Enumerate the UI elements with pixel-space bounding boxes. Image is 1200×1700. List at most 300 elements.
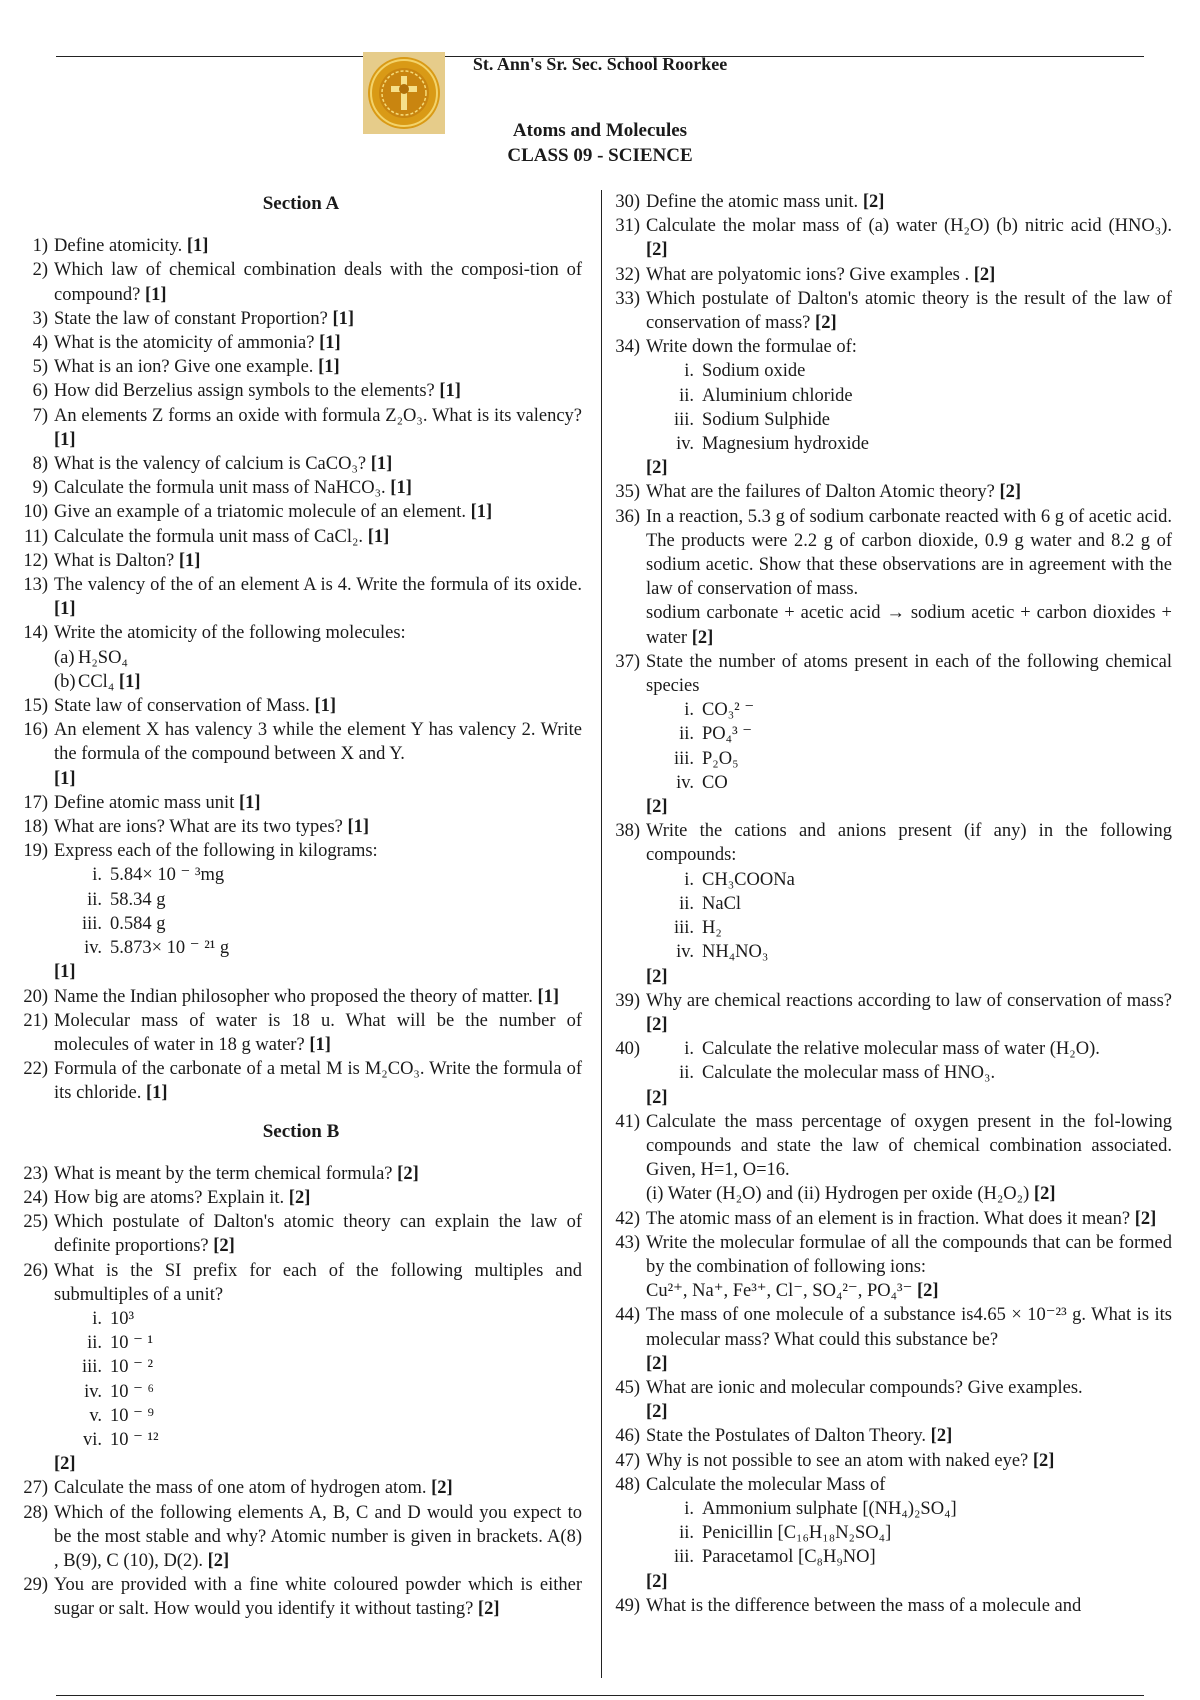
question (20, 1476, 582, 1500)
marks: [2] (1033, 1184, 1056, 1205)
right-column (610, 190, 1172, 1618)
question-item (20, 791, 582, 815)
question (610, 1449, 1172, 1473)
sub-item-text: Sodium oxide (702, 361, 806, 382)
question-body (646, 1376, 1172, 1424)
question-number: 10) (23, 502, 48, 523)
question (610, 1424, 1172, 1448)
question-body (646, 1231, 1172, 1279)
question (610, 287, 1172, 335)
question-item (20, 985, 582, 1009)
question-body (54, 1162, 582, 1186)
question-body (54, 355, 582, 379)
question-text: Calculate the mass of one atom of hydrogen atom. (54, 1478, 427, 1499)
question (20, 452, 582, 476)
question-number: 6) (32, 381, 48, 402)
sub-item (646, 408, 1172, 432)
question-body (646, 263, 1172, 287)
question-text: State law of conservation of Mass. (54, 696, 310, 717)
question (20, 307, 582, 331)
question (20, 404, 582, 452)
sub-item-text: P₂O₅ (702, 748, 739, 769)
question-item (610, 1424, 1172, 1448)
sub-item-number: iv. (84, 938, 102, 959)
sub-item-text: Ammonium sulphate [(NH₄)₂SO₄] (702, 1498, 957, 1519)
question-text: Why is not possible to see an atom with naked eye? (646, 1450, 1029, 1471)
question (20, 1501, 582, 1574)
sub-item-number: iii. (673, 1547, 694, 1568)
question-item (20, 1573, 582, 1621)
question (20, 839, 582, 863)
sub-item-text: CO₃² ⁻ (702, 700, 755, 721)
question-item (610, 1207, 1172, 1231)
question-number: 27) (23, 1478, 48, 1499)
question-body (54, 985, 582, 1009)
sub-item (646, 359, 1172, 383)
question (20, 1162, 582, 1186)
sub-item-number: ii. (679, 1063, 694, 1084)
question-number: 36) (615, 506, 640, 527)
sub-item-body (702, 359, 1172, 383)
question-number: 5) (32, 357, 48, 378)
marks: [1] (54, 599, 76, 620)
question-text: The mass of one molecule of a substance is4.65 × 10⁻²³ g. What is its molecular mass? What could this substance be? (646, 1305, 1172, 1350)
question (610, 1594, 1172, 1618)
question-item (610, 1037, 1172, 1110)
question-number: 48) (615, 1474, 640, 1495)
question-body (54, 1573, 582, 1621)
question-body (646, 287, 1172, 335)
question-number: 29) (23, 1575, 48, 1596)
sub-item (646, 698, 1172, 722)
marks: [1] (332, 308, 355, 329)
sub-items (646, 868, 1172, 965)
question-body (646, 505, 1172, 602)
question-text: What is Dalton? (54, 550, 175, 571)
sub-item (646, 432, 1172, 456)
question (610, 1231, 1172, 1279)
sub-item-text: Paracetamol [C₈H₉NO] (702, 1547, 876, 1568)
question-number: 38) (615, 821, 640, 842)
marks: [2] (646, 1571, 668, 1592)
marks: [2] (288, 1187, 311, 1208)
bottom-rule (56, 1695, 1144, 1696)
question-number: 32) (615, 264, 640, 285)
marks: [2] (646, 1353, 668, 1374)
question-body (54, 500, 582, 524)
question-number: 2) (32, 260, 48, 281)
marks: [2] (917, 1281, 939, 1302)
question-body (646, 1207, 1172, 1231)
sub-item-number: ii. (679, 893, 694, 914)
question-item (20, 694, 582, 718)
question (20, 1210, 582, 1258)
marks: [1] (54, 429, 76, 450)
question-item (610, 287, 1172, 335)
question-item (20, 1186, 582, 1210)
equation-text: sodium carbonate + acetic acid → sodium acetic + carbon dioxides + water (646, 603, 1172, 648)
question-number: 15) (23, 696, 48, 717)
question (20, 234, 582, 258)
question (610, 1207, 1172, 1231)
question-body (646, 335, 1172, 359)
question-text: The atomic mass of an element is in fraction. What does it mean? (646, 1208, 1131, 1229)
question (610, 1473, 1172, 1497)
sub-item (54, 1428, 582, 1452)
marks: [1] (54, 962, 76, 983)
sub-item-number: iv. (676, 434, 694, 455)
question-body (646, 1473, 1172, 1497)
question-body (54, 718, 582, 791)
sub-item-text: 58.34 g (110, 889, 166, 910)
question (20, 1057, 582, 1105)
sub-item (646, 1061, 1172, 1085)
question-text: What are ionic and molecular compounds? Give examples. (646, 1377, 1083, 1398)
marks: [1] (470, 502, 493, 523)
marks: [2] (999, 482, 1022, 503)
question-text: Define atomicity. (54, 236, 183, 257)
question (610, 819, 1172, 867)
question-body (54, 815, 582, 839)
question-item (610, 335, 1172, 480)
question-item (610, 1303, 1172, 1376)
question-item (20, 1162, 582, 1186)
sub-item-text: 5.84× 10 ⁻ ³mg (110, 865, 225, 886)
sub-item (54, 936, 582, 960)
question-body (646, 1449, 1172, 1473)
question-body (646, 1303, 1172, 1376)
question (20, 621, 582, 645)
section-b-heading: Section B (262, 1120, 340, 1142)
question-text: In a reaction, 5.3 g of sodium carbonate reacted with 6 g of acetic acid. The products were 2.2 g of carbon dioxide, 0.9 g water and 8.2 g of sodium acetic. Show that these observations are in agreement with the law of conservation of mass. (646, 506, 1172, 600)
question (20, 1186, 582, 1210)
sub-item-text: CCl₄ (78, 671, 115, 692)
question-item (610, 819, 1172, 988)
marks: [1] (390, 478, 412, 499)
marks: [2] (646, 966, 668, 987)
sub-item-number: (a) (54, 647, 75, 668)
question-body (646, 1424, 1172, 1448)
sub-item-text: H₂SO₄ (78, 647, 128, 668)
sub-items (646, 359, 1172, 456)
question (20, 718, 582, 791)
sub-item-number: iii. (81, 913, 102, 934)
question-body (54, 549, 582, 573)
question-item (20, 621, 582, 694)
question-item (610, 1110, 1172, 1207)
question (610, 989, 1172, 1037)
marks: [2] (691, 627, 714, 648)
question-number: 7) (32, 405, 48, 426)
question-text: What is meant by the term chemical formula? (54, 1163, 393, 1184)
sub-item-body (110, 863, 582, 887)
question-text: Write the cations and anions present (if any) in the following compounds: (646, 821, 1172, 866)
sub-item-number: i. (684, 700, 694, 721)
question-item (610, 1449, 1172, 1473)
sub-item (54, 670, 582, 694)
question-body (646, 989, 1172, 1037)
sub-item-body (702, 892, 1172, 916)
question-number: 12) (23, 550, 48, 571)
question-item (20, 549, 582, 573)
question-text: The valency of the of an element A is 4. Write the formula of its oxide. (54, 575, 582, 596)
question (610, 190, 1172, 214)
question-body (54, 573, 582, 621)
question-number: 18) (23, 817, 48, 838)
question-text: Calculate the molar mass of (a) water (H₂O) (b) nitric acid (HNO₃). (646, 216, 1172, 237)
sub-item-text: H₂ (702, 918, 722, 939)
question-text: What is the SI prefix for each of the following multiples and submultiples of a unit? (54, 1260, 582, 1305)
question (20, 815, 582, 839)
sub-item-number: iv. (84, 1381, 102, 1402)
question-number: 20) (23, 986, 48, 1007)
question-body (54, 621, 582, 645)
question-number: 35) (615, 482, 640, 503)
sub-items (646, 1497, 1172, 1570)
question-body (54, 694, 582, 718)
sub-item-text: 5.873× 10 ⁻ ²¹ g (110, 938, 230, 959)
sub-item-body (78, 646, 582, 670)
question (610, 505, 1172, 602)
marks: [1] (439, 381, 461, 402)
sub-item (646, 1521, 1172, 1545)
sub-item (54, 1331, 582, 1355)
sub-item-body (702, 384, 1172, 408)
question-text: What is the atomicity of ammonia? (54, 333, 315, 354)
question-text: What are polyatomic ions? Give examples . (646, 264, 970, 285)
marks: [2] (973, 264, 996, 285)
question-item (610, 650, 1172, 819)
question-number: 46) (615, 1426, 640, 1447)
marks: [2] (815, 313, 837, 334)
question-text: State the number of atoms present in each of the following chemical species (646, 651, 1172, 697)
question-item (20, 1476, 582, 1500)
sub-item-text: 10 ⁻ ⁶ (110, 1381, 154, 1402)
question-text: An element X has valency 3 while the element Y has valency 2. Write the formula of the compound between X and Y. (54, 720, 582, 765)
question-equation (646, 1182, 1172, 1206)
sub-item (646, 1497, 1172, 1521)
sub-item-number: (b) (54, 671, 76, 692)
question-body (54, 1009, 582, 1057)
question-text: Formula of the carbonate of a metal M is M₂CO₃. Write the formula of its chloride. (54, 1059, 582, 1104)
question-number: 13) (23, 575, 48, 596)
question-body (646, 480, 1172, 504)
question-number: 1) (32, 236, 48, 257)
question-number: 24) (23, 1187, 48, 1208)
sub-item-body (702, 747, 1172, 771)
question-item (610, 480, 1172, 504)
question-item (610, 1473, 1172, 1594)
sub-item-number: i. (92, 1308, 102, 1329)
question-item (610, 1594, 1172, 1618)
sub-item-body (110, 1307, 582, 1331)
sub-item-body (110, 936, 582, 960)
marks: [2] (646, 240, 668, 261)
question-item (20, 1210, 582, 1258)
sub-item-text: NaCl (702, 893, 742, 914)
sub-item-body (702, 432, 1172, 456)
question (20, 1259, 582, 1307)
sub-item-number: i. (684, 1039, 694, 1060)
question-number: 9) (32, 478, 48, 499)
sub-item-body (702, 722, 1172, 746)
question-body (646, 819, 1172, 867)
marks: [1] (118, 671, 141, 692)
question-body (646, 214, 1172, 262)
question (20, 1009, 582, 1057)
sub-item-body (110, 912, 582, 936)
question-item (20, 1009, 582, 1057)
marks: [1] (318, 357, 340, 378)
sub-item-text: 10 ⁻ ¹ (110, 1333, 154, 1354)
sub-item-body (702, 940, 1172, 964)
sub-item (54, 646, 582, 670)
marks: [1] (347, 817, 370, 838)
sub-item-number: iv. (676, 942, 694, 963)
question-body (54, 1476, 582, 1500)
question-body (54, 1210, 582, 1258)
sub-item-body (702, 1497, 1172, 1521)
question (610, 263, 1172, 287)
sub-item-text: CO (702, 772, 728, 793)
question-text: What is the difference between the mass of a molecule and (646, 1595, 1082, 1616)
question-item (610, 989, 1172, 1037)
sub-item-text: Penicillin [C₁₆H₁₈N₂SO₄] (702, 1523, 892, 1544)
question-item (20, 718, 582, 791)
question-body (54, 1057, 582, 1105)
question-number: 11) (24, 526, 48, 547)
question-item (610, 190, 1172, 214)
question-equation (646, 1279, 1172, 1303)
sub-item (54, 912, 582, 936)
question (20, 258, 582, 306)
question-number: 45) (615, 1377, 640, 1398)
sub-item-body (110, 1380, 582, 1404)
question (20, 331, 582, 355)
sub-item (646, 771, 1172, 795)
sub-item-text: Calculate the relative molecular mass of water (H₂O). (702, 1039, 1100, 1060)
question (610, 1037, 1172, 1085)
question-number: 16) (23, 720, 48, 741)
question-number: 17) (23, 792, 48, 813)
question-number: 14) (23, 623, 48, 644)
question-item (20, 258, 582, 306)
sub-item (646, 1037, 1172, 1061)
question-body (54, 258, 582, 306)
sub-item-body (702, 698, 1172, 722)
worksheet-class: CLASS 09 - SCIENCE (507, 145, 693, 166)
question-number: 39) (615, 990, 640, 1011)
sub-item-number: iii. (81, 1357, 102, 1378)
question-body (54, 331, 582, 355)
question-number: 28) (23, 1502, 48, 1523)
question-text: What is the valency of calcium is CaCO₃? (54, 454, 367, 475)
sub-item-number: i. (684, 869, 694, 890)
question-number: 31) (615, 216, 640, 237)
sub-item-body (702, 868, 1172, 892)
sub-item (646, 722, 1172, 746)
question-text: Define the atomic mass unit. (646, 192, 859, 212)
question (20, 549, 582, 573)
sub-item (646, 1545, 1172, 1569)
marks: [2] (1032, 1450, 1055, 1471)
question-number: 42) (615, 1208, 640, 1229)
question-body (54, 1501, 582, 1574)
sub-items (646, 698, 1172, 795)
sub-item (646, 868, 1172, 892)
sub-item (54, 1380, 582, 1404)
question-number: 19) (23, 841, 48, 862)
question-text: Which postulate of Dalton's atomic theory is the result of the law of conservation of mass? (646, 288, 1172, 334)
sub-item-body (78, 670, 582, 694)
question-number: 4) (32, 333, 48, 354)
sub-item (54, 1404, 582, 1428)
marks: [1] (319, 333, 341, 354)
question (20, 791, 582, 815)
sub-item (54, 888, 582, 912)
sub-item-number: v. (89, 1405, 102, 1426)
question (20, 476, 582, 500)
sub-item-body (702, 1545, 1172, 1569)
sub-item-number: ii. (87, 889, 102, 910)
question (610, 480, 1172, 504)
question-text: Write the molecular formulae of all the compounds that can be formed by the combination of following ions: (646, 1232, 1172, 1277)
question-number: 3) (32, 308, 48, 329)
question-number: 49) (615, 1595, 640, 1616)
marks: [2] (1134, 1208, 1157, 1229)
question-number: 40) (615, 1039, 640, 1060)
sub-item-text: CH₃COONa (702, 869, 795, 890)
question-body (646, 650, 1172, 698)
question-text: Molecular mass of water is 18 u. What will be the number of molecules of water in 18 g water? (54, 1010, 582, 1055)
sub-items (54, 646, 582, 694)
marks: [2] (207, 1550, 230, 1571)
column-divider (601, 190, 602, 1678)
marks: [2] (431, 1478, 453, 1499)
question (610, 1110, 1172, 1183)
question-equation (646, 601, 1172, 649)
question-text: Which postulate of Dalton's atomic theory can explain the law of definite proportions? (54, 1212, 582, 1257)
question-text: Which of the following elements A, B, C and D would you expect to be the most stable and why? Atomic number is given in brackets. A(8) , B(9), C (10), D(2). (54, 1502, 582, 1571)
sub-item-text: 10³ (110, 1308, 135, 1329)
question-body (54, 307, 582, 331)
sub-item-number: i. (92, 865, 102, 886)
question-number: 30) (615, 192, 640, 212)
question-item (20, 1057, 582, 1105)
question-item (20, 500, 582, 524)
question (20, 525, 582, 549)
sub-items (54, 863, 582, 960)
sub-item-body (702, 771, 1172, 795)
marks: [2] (646, 1014, 668, 1035)
question-body (646, 1110, 1172, 1183)
sub-item-number: iii. (673, 748, 694, 769)
marks: [1] (238, 792, 261, 813)
question (20, 694, 582, 718)
question-text: Calculate the molecular Mass of (646, 1474, 886, 1495)
question-item (610, 1376, 1172, 1424)
sub-item-text: 10 ⁻ ² (110, 1357, 154, 1378)
question-body (54, 839, 582, 863)
sub-item-body (110, 1404, 582, 1428)
question-item (20, 839, 582, 984)
question-number: 33) (615, 288, 640, 309)
question (610, 1376, 1172, 1424)
question-text: Express each of the following in kilograms: (54, 841, 378, 862)
sub-item-number: vi. (82, 1429, 102, 1450)
sub-item-text: Magnesium hydroxide (702, 434, 869, 455)
marks: [1] (144, 284, 167, 305)
